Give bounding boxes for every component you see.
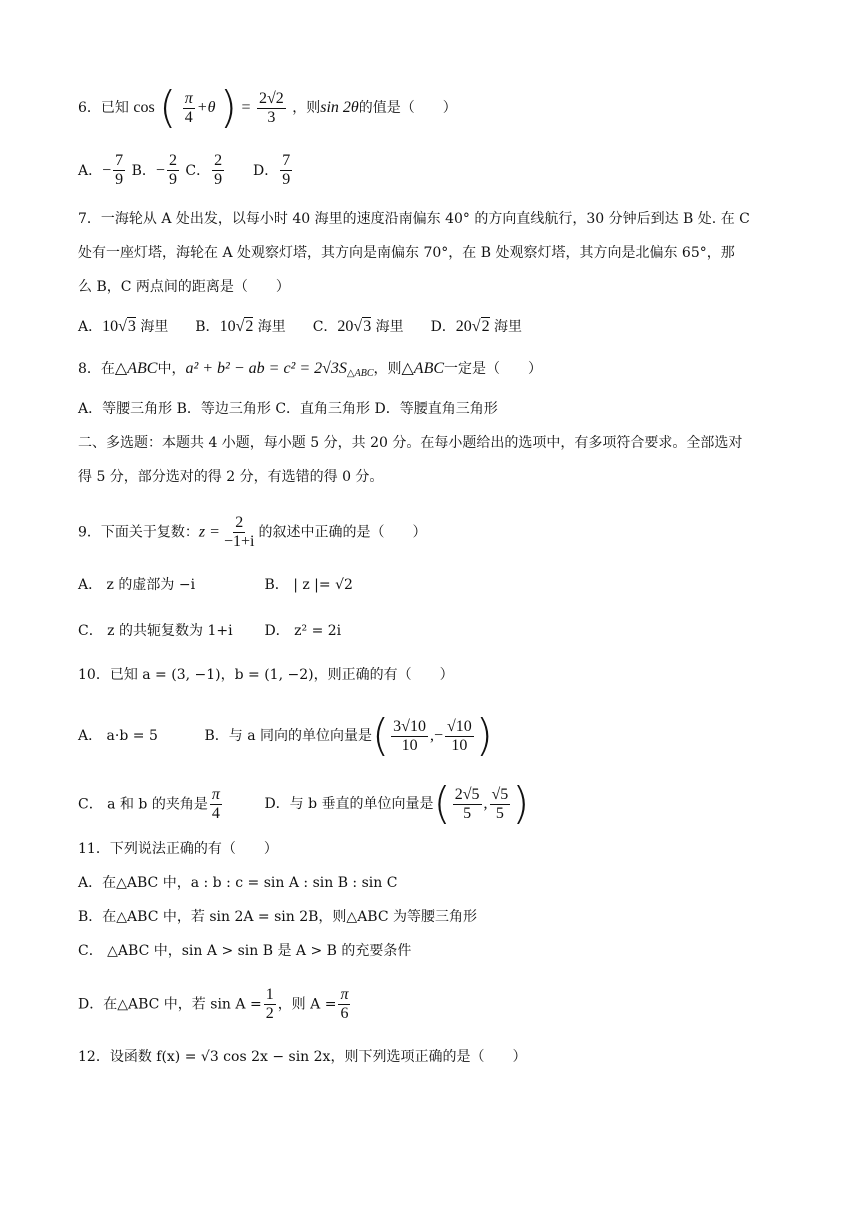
section-2-header-line-2: 得 5 分，部分选对的得 2 分，有选错的得 0 分。 bbox=[78, 469, 384, 485]
q9-option-c[interactable]: C． z 的共轭复数为 1+i bbox=[78, 623, 233, 639]
question-7-options bbox=[78, 316, 800, 338]
q7-option-a[interactable]: A．10√3 海里 bbox=[78, 318, 169, 335]
question-8-options bbox=[78, 398, 800, 420]
q6-option-d[interactable]: D． $\frac{7}{9}$ bbox=[253, 152, 291, 188]
q8-option-b[interactable]: B．等边三角形 bbox=[176, 401, 271, 417]
question-11-stem: 11．下列说法正确的有（ ） bbox=[78, 841, 278, 857]
q11-option-b[interactable]: B．在△ABC 中，若 sin 2A = sin 2B，则△ABC 为等腰三角形 bbox=[78, 909, 478, 925]
q10-option-a[interactable]: A． a·b = 5 bbox=[78, 728, 158, 744]
question-8-stem: 8．在△ABC中，a² + b² − ab = $c^2 = 2√3S_{\triangle ABC}$，则△ABC一定是（ ） bbox=[78, 360, 543, 379]
q11-option-a[interactable]: A．在△ABC 中，a : b : c = sin A : sin B : sin C bbox=[78, 875, 398, 891]
question-9-row-2 bbox=[78, 620, 800, 642]
q6-option-c[interactable]: C． $\frac{2}{9}$ bbox=[185, 152, 223, 188]
question-7-line-2: 处有一座灯塔，海轮在 A 处观察灯塔，其方向是南偏东 70°，在 B 处观察灯塔，其方向是北偏东 65°，那 bbox=[78, 245, 735, 261]
q6-option-a[interactable]: A．− $\frac{7}{9}$ bbox=[78, 152, 124, 188]
q7-option-b[interactable]: B．10√2 海里 bbox=[195, 318, 286, 335]
q6-option-b[interactable]: B．− $\frac{2}{9}$ bbox=[131, 152, 177, 188]
q6-rhs-fraction: $\frac{2√2}{3}$ bbox=[259, 89, 284, 126]
question-10-row-1 bbox=[78, 710, 800, 761]
q8-option-c[interactable]: C．直角三角形 bbox=[275, 401, 371, 417]
q9-option-d[interactable]: D． z² = 2i bbox=[264, 623, 342, 639]
q10-option-c[interactable]: C． a 和 b 的夹角是 $\frac{\pi}{4}$ bbox=[78, 785, 220, 822]
question-9-stem: 9．下面关于复数：z = $\frac{2}{-1+i}$ 的叙述中正确的是（ ） bbox=[78, 514, 427, 550]
section-2-header-line-1: 二、多选题：本题共 4 小题，每小题 5 分，共 20 分。在每小题给出的选项中，有多项符合要求。全部选对 bbox=[78, 435, 743, 451]
q6-arg-fraction: $\frac{\pi}{4}$ bbox=[184, 89, 193, 126]
question-10-stem: 10．已知 a = (3, −1)，b = (1, −2)，则正确的有（ ） bbox=[78, 667, 454, 683]
q11-option-d[interactable]: D．在△ABC 中，若 sin A = $\frac{1}{2}$ ，则 A = $\frac{\pi}{6}$ bbox=[78, 986, 349, 1022]
q10-option-d[interactable]: D．与 b 垂直的单位向量是( $\frac{2√5}{5}$ , $\frac{√5}{5}$ ) bbox=[264, 778, 530, 829]
question-12-stem: 12．设函数 f(x) = √3 cos 2x − sin 2x，则下列选项正确的是（ ） bbox=[78, 1049, 527, 1065]
question-10-row-2 bbox=[78, 778, 800, 829]
q8-option-a[interactable]: A．等腰三角形 bbox=[78, 401, 173, 417]
question-7-line-1: 7．一海轮从 A 处出发，以每小时 40 海里的速度沿南偏东 40° 的方向直线航行，30 分钟后到达 B 处. 在 C bbox=[78, 211, 750, 227]
q8-option-d[interactable]: D．等腰直角三角形 bbox=[374, 401, 498, 417]
q7-option-d[interactable]: D．20√2 海里 bbox=[430, 318, 523, 335]
question-7-line-3: 么 B，C 两点间的距离是（ ） bbox=[78, 279, 290, 295]
q7-option-c[interactable]: C．20√3 海里 bbox=[312, 318, 404, 335]
question-6-options bbox=[78, 152, 800, 189]
q9-option-a[interactable]: A． z 的虚部为 −i bbox=[78, 577, 196, 593]
question-6-stem: 6．已知 cos ( $\frac{\pi}{4}$ +θ ) = $\frac{2√2}{3}$ ，则sin 2θ的值是（ ） bbox=[78, 82, 457, 133]
q11-option-c[interactable]: C． △ABC 中，sin A > sin B 是 A > B 的充要条件 bbox=[78, 943, 412, 959]
q9-option-b[interactable]: B． | z |= √2 bbox=[264, 577, 353, 593]
question-9-row-1 bbox=[78, 574, 800, 596]
q10-option-b[interactable]: B．与 a 同向的单位向量是( $\frac{3√10}{10}$ ,− $\frac{√10}{10}$ ) bbox=[204, 710, 493, 761]
